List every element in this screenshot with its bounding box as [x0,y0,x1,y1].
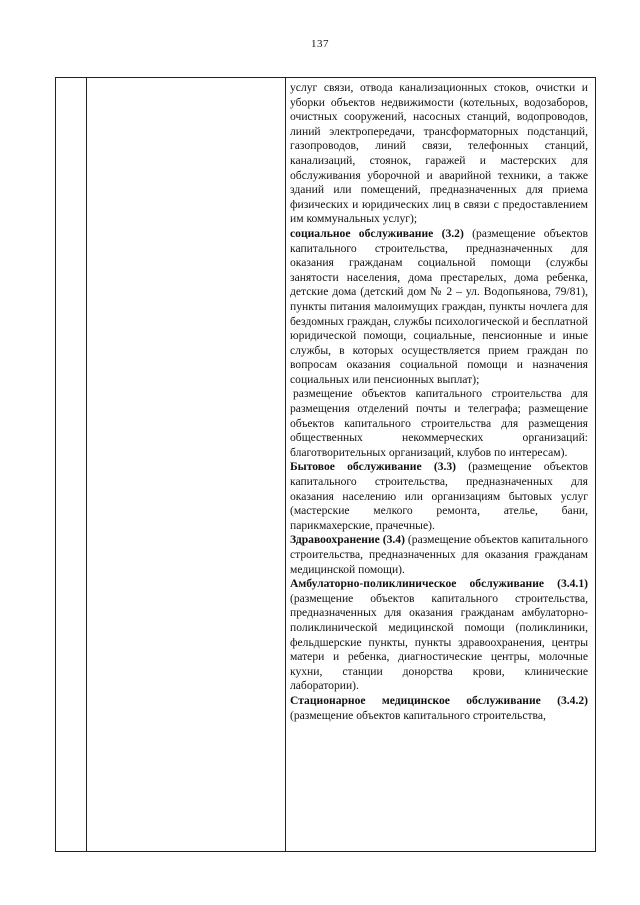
page-number: 137 [311,38,329,50]
paragraph-household-service: Бытовое обслуживание (3.3) (размещение объектов капитального строительства, предназначенных для оказания населению или организациям бытовых услуг (мастерские мелкого ремонта, ателье, бани, парикмахерские, прачечные). [290,460,588,532]
paragraph-outpatient: Амбулаторно-поликлиническое обслуживание (3.4.1) (размещение объектов капитального строительства, предназначенных для оказания гражданам амбулаторно-поликлинической медицинской помощи (поликлиники, фельдшерские пункты, пункты здравоохранения, центры матери и ребенка, диагностические центры, молочные кухни, станции донорства крови, клинические лаборатории). [290,577,588,693]
paragraph-inpatient: Стационарное медицинское обслуживание (3.4.2) (размещение объектов капитального строительства, [290,693,588,722]
paragraph-social-service: социальное обслуживание (3.2) (размещение объектов капитального строительства, предназначенных для оказания гражданам социальной помощи (службы занятости населения, дома престарелых, дома ребенка, детские дома (детский дом № 2 – ул. Водопьянова, 79/81), пункты питания малоимущих граждан, пункты ночлега для бездомных граждан, службы психологической и бесплатной юридической помощи, социальные, пенсионные и иные службы, в которых осуществляется прием граждан по вопросам оказания социальной помощи и назначения социальных или пенсионных выплат); [290,226,589,386]
table-cell-text [290,81,588,723]
column-divider-1 [86,78,87,851]
paragraph-healthcare: Здравоохранение (3.4) (размещение объектов капитального строительства, предназначенных для оказания гражданам медицинской помощи). [290,533,588,576]
paragraph-post-office: размещение объектов капитального строительства для размещения отделений почты и телеграфа; размещение объектов капитального строительства для размещения общественных некоммерческих организаций: благотворительных организаций, клубов по интересам). [290,387,588,459]
paragraph-utilities: услуг связи, отвода канализационных стоков, очистки и уборки объектов недвижимости (котельных, водозаборов, очистных сооружений, насосных станций, водопроводов, линий электропередачи, трансформаторных подстанций, газопроводов, линий связи, телефонных станций, канализаций, стоянок, гаражей и мастерских для обслуживания уборочной и аварийной техники, а также зданий или помещений, предназначенных для приема физических и юридических лиц в связи с предоставлением им коммунальных услуг); [290,81,588,226]
column-divider-2 [285,78,286,851]
